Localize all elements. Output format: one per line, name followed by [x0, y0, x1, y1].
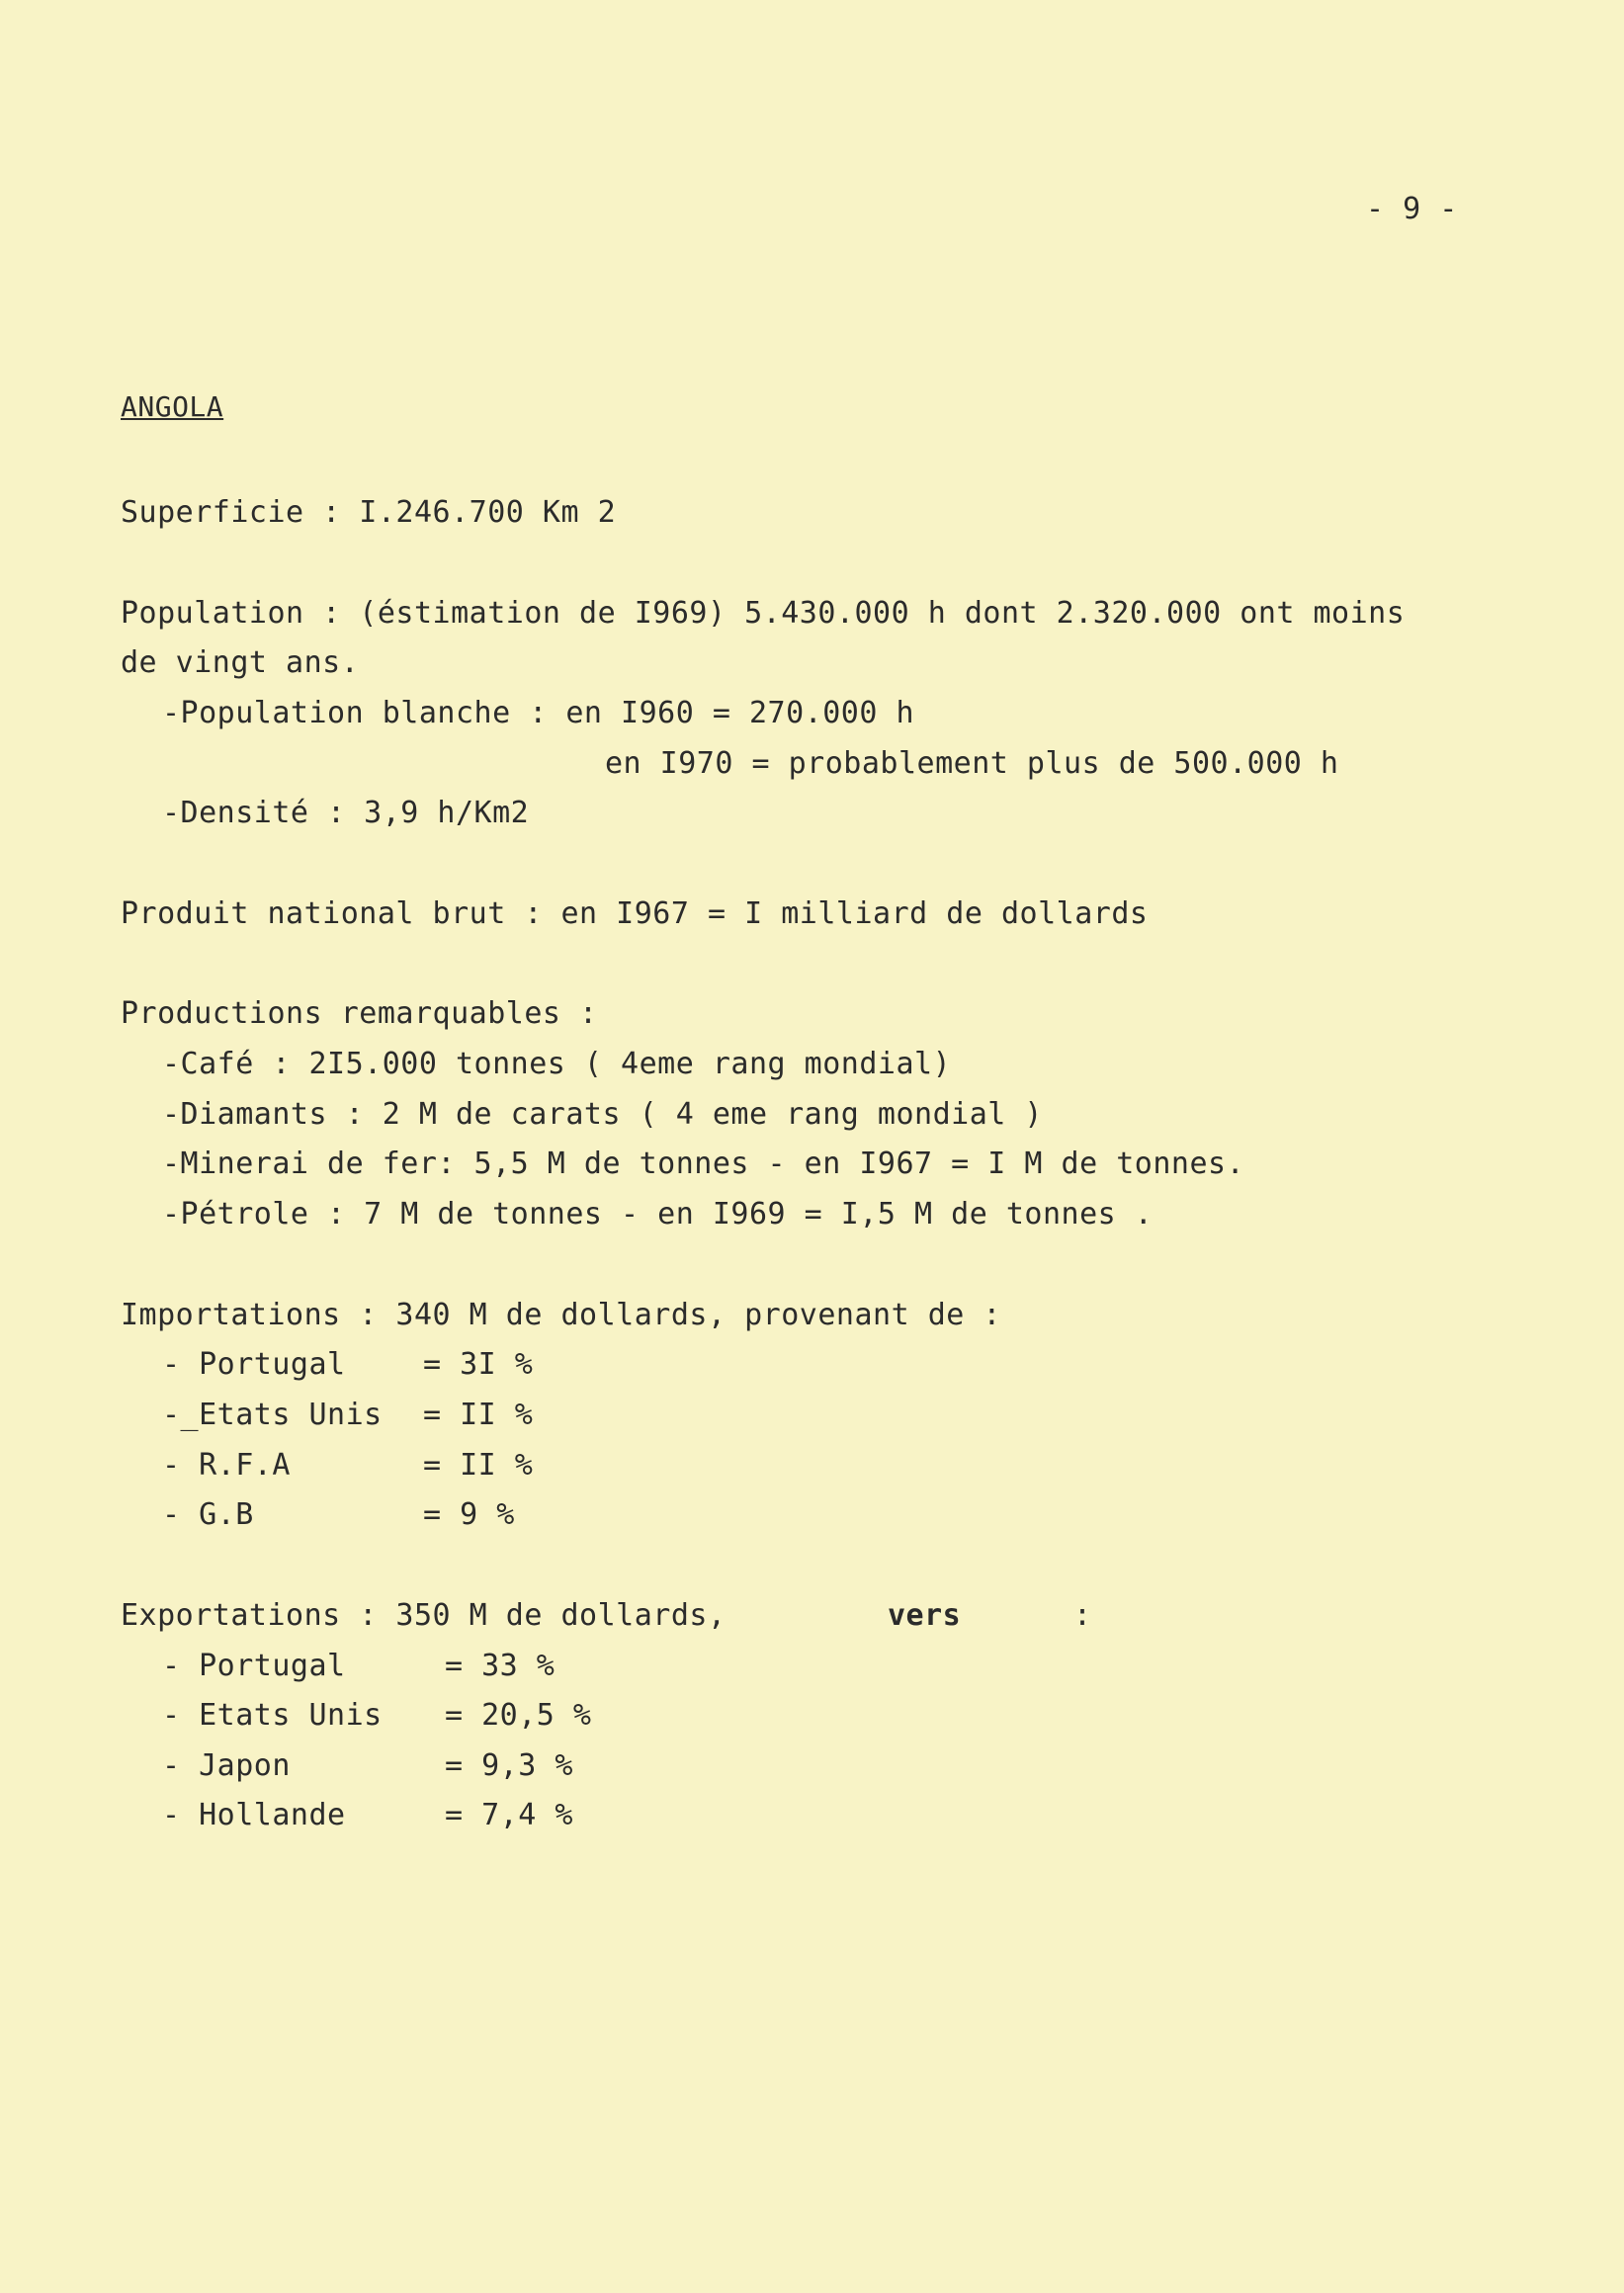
export-value: = 9,3 % — [445, 1748, 573, 1783]
import-value: = II % — [423, 1448, 534, 1483]
production-item: -Café : 2I5.000 tonnes ( 4eme rang mondial) — [162, 1047, 952, 1081]
export-country: - Hollande — [162, 1798, 346, 1832]
import-value: = 3I % — [423, 1347, 534, 1382]
export-value: = 33 % — [445, 1649, 556, 1683]
import-country: - G.B — [162, 1497, 254, 1532]
population-line-1: Population : (éstimation de I969) 5.430.000 h dont 2.320.000 ont moins — [121, 596, 1406, 631]
import-country: - R.F.A — [162, 1448, 291, 1483]
import-value: = 9 % — [423, 1497, 515, 1532]
productions-heading: Productions remarquables : — [121, 996, 598, 1031]
population-blanche-1960: -Population blanche : en I960 = 270.000 h — [162, 696, 915, 730]
import-country: - Portugal — [162, 1347, 346, 1382]
population-line-2: de vingt ans. — [121, 645, 360, 680]
export-country: - Etats Unis — [162, 1698, 383, 1733]
page-number: - 9 - — [1366, 192, 1458, 226]
export-value: = 7,4 % — [445, 1798, 573, 1832]
production-item: -Pétrole : 7 M de tonnes - en I969 = I,5 M de tonnes . — [162, 1197, 1154, 1231]
export-country: - Japon — [162, 1748, 291, 1783]
page-title: ANGOLA — [121, 390, 224, 423]
export-country: - Portugal — [162, 1649, 346, 1683]
importations-heading: Importations : 340 M de dollards, provenant de : — [121, 1298, 1001, 1332]
exportations-heading-vers: vers — [888, 1598, 962, 1633]
superficie-line: Superficie : I.246.700 Km 2 — [121, 495, 617, 530]
exportations-heading: Exportations : 350 M de dollards, — [121, 1598, 727, 1633]
densite-line: -Densité : 3,9 h/Km2 — [162, 796, 530, 830]
population-blanche-1970: en I970 = probablement plus de 500.000 h — [605, 746, 1339, 781]
production-item: -Diamants : 2 M de carats ( 4 eme rang mondial ) — [162, 1097, 1043, 1132]
import-country: -_Etats Unis — [162, 1398, 383, 1432]
pnb-line: Produit national brut : en I967 = I milliard de dollards — [121, 896, 1149, 931]
import-value: = II % — [423, 1398, 534, 1432]
production-item: -Minerai de fer: 5,5 M de tonnes - en I967 = I M de tonnes. — [162, 1146, 1245, 1181]
exportations-heading-colon: : — [1073, 1598, 1092, 1633]
export-value: = 20,5 % — [445, 1698, 592, 1733]
